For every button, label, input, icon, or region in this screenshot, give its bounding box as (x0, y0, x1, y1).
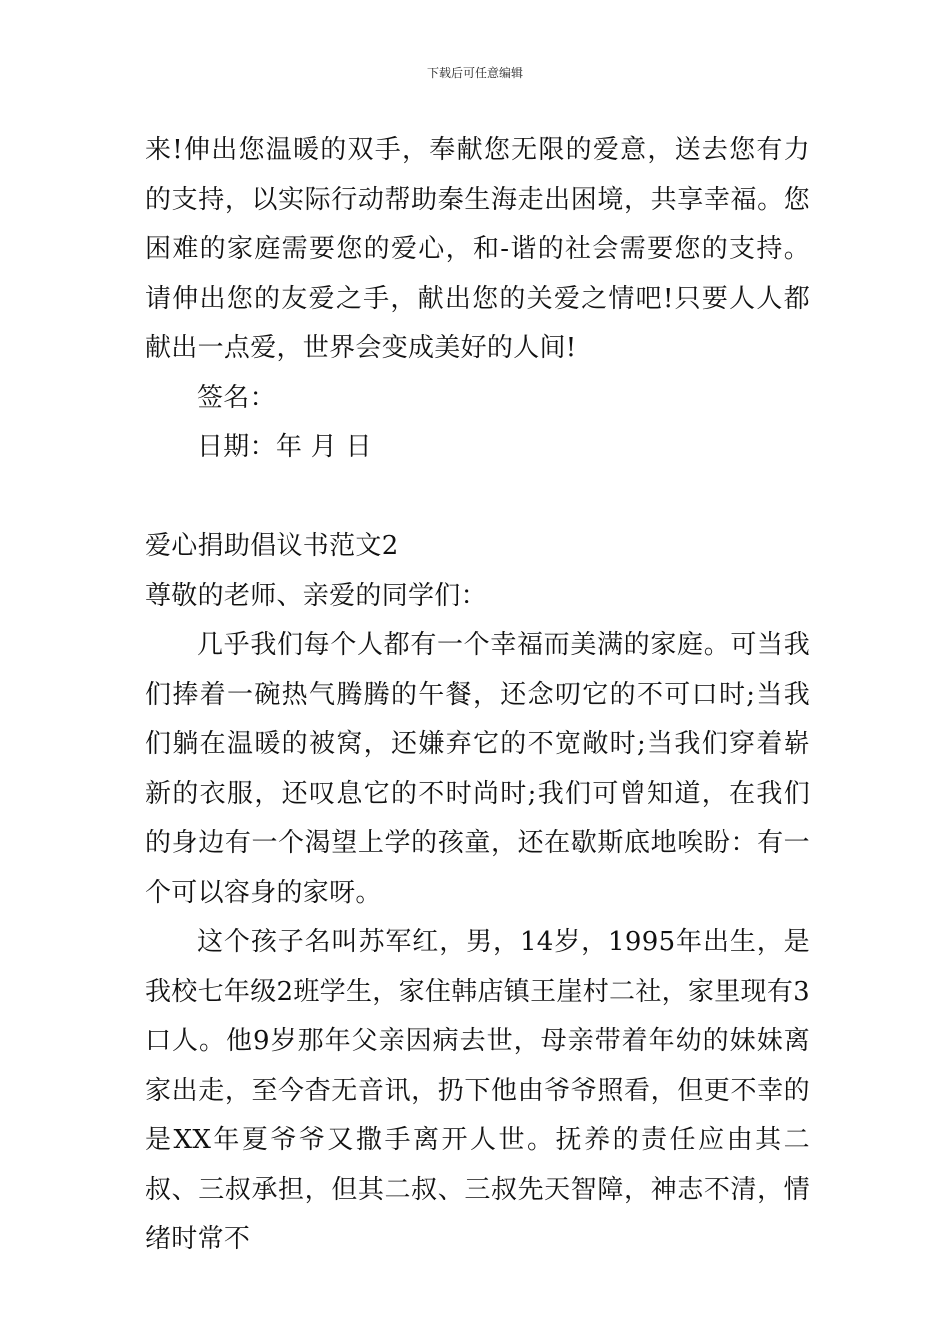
appeal-paragraph: 来!伸出您温暖的双手，奉献您无限的爱意，送去您有力的支持，以实际行动帮助秦生海走出困境，共享幸福。您困难的家庭需要您的爱心，和-谐的社会需要您的支持。请伸出您的友爱之手，献出您的关爱之情吧!只要人人都献出一点爱，世界会变成美好的人间! (145, 135, 810, 363)
date-line: 日期：年 月 日 (197, 432, 372, 462)
page-header: 下载后可任意编辑 (426, 66, 523, 80)
section-title: 爱心捐助倡议书范文2 (145, 531, 399, 561)
salutation: 尊敬的老师、亲爱的同学们： (145, 580, 487, 611)
body-paragraph-2: 这个孩子名叫苏军红，男，14岁，1995年出生，是我校七年级2班学生，家住韩店镇王崖村二社，家里现有3口人。他9岁那年父亲因病去世，母亲带着年幼的妹妹离家出走，至今杳无音讯，扔下他由爷爷照看，但更不幸的是XX年夏爷爷又撒手离开人世。抚养的责任应由其二叔、三叔承担，但其二叔、三叔先天智障，神志不清，情绪时常不 (145, 927, 810, 1254)
section-gap (145, 473, 810, 523)
signature-line: 签名： (197, 382, 276, 413)
body-paragraph-1: 几乎我们每个人都有一个幸福而美满的家庭。可当我们捧着一碗热气腾腾的午餐，还念叨它的不可口时;当我们躺在温暖的被窝，还嫌弃它的不宽敞时;当我们穿着崭新的衣服，还叹息它的不时尚时;我们可曾知道，在我们的身边有一个渴望上学的孩童，还在歇斯底地唉盼：有一个可以容身的家呀。 (145, 630, 810, 908)
document-body (145, 126, 810, 1265)
